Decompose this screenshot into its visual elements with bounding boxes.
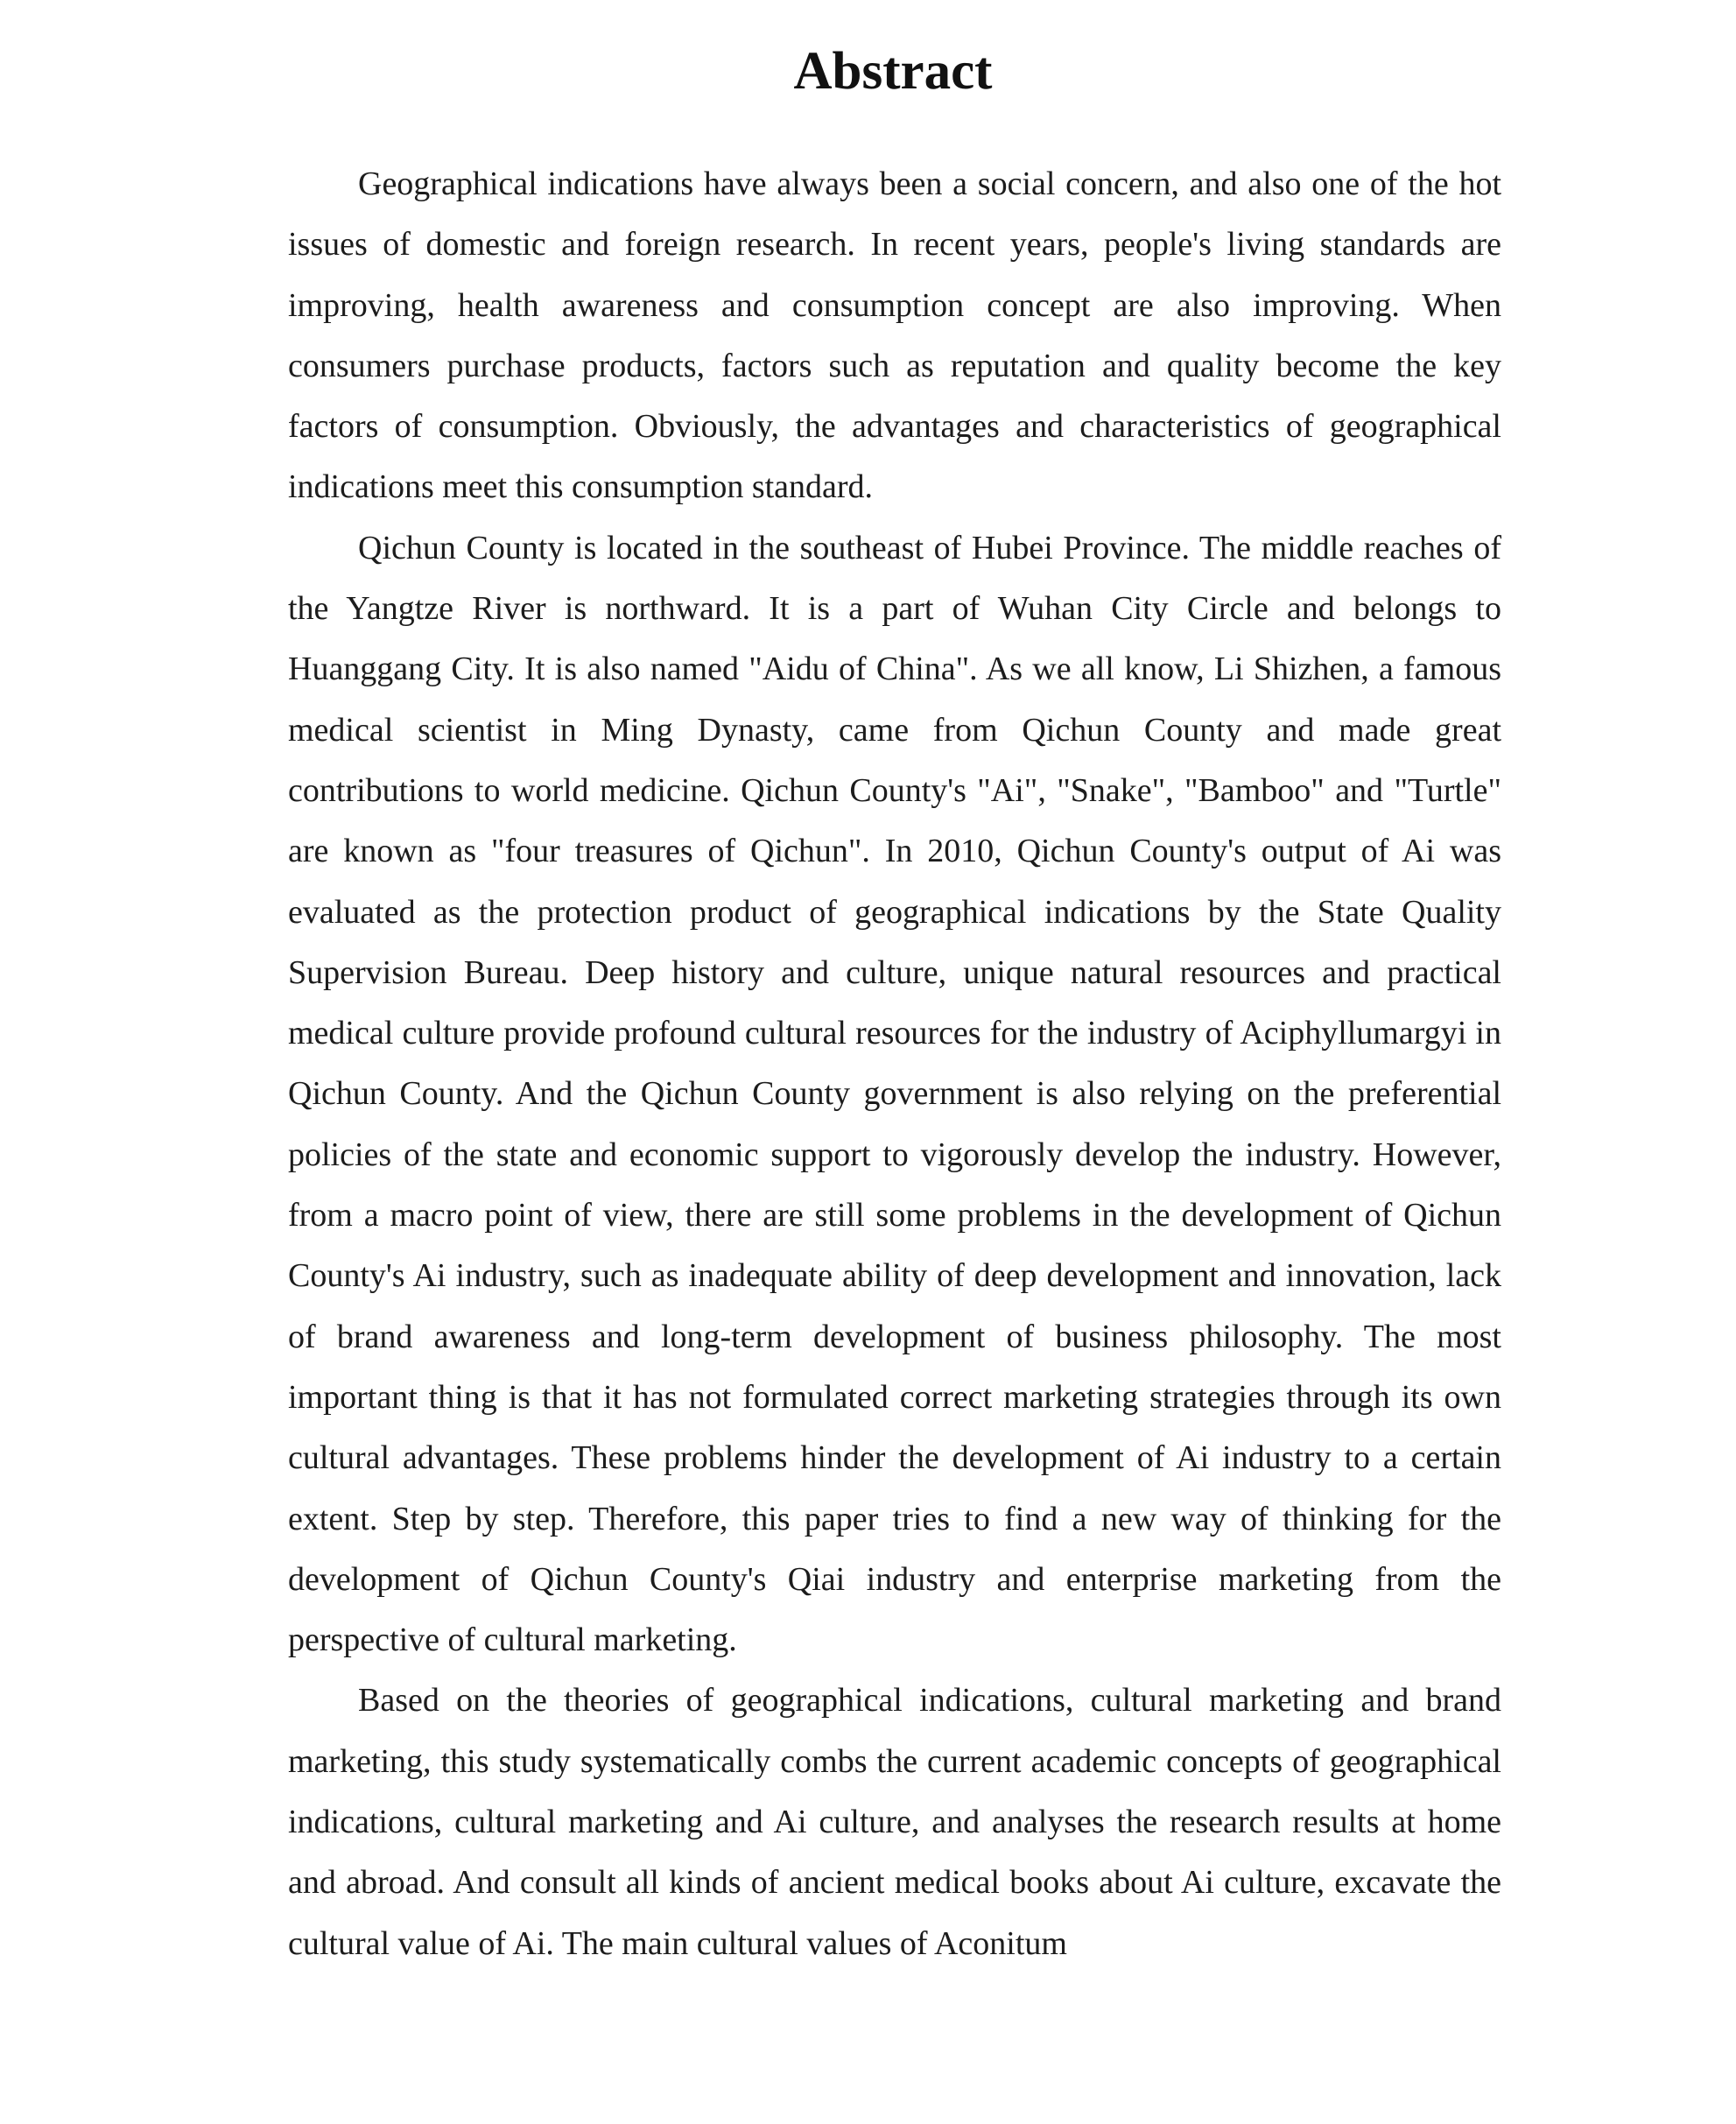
abstract-paragraph-3: Based on the theories of geographical indications, cultural marketing and brand marketing, this study systematically combs the current academic concepts of geographical indications, cultural marketing and Ai culture, and analyses the research results at home and abroad. And consult all kinds of ancient medical books about Ai culture, excavate the cultural value of Ai. The main cultural values of Aconitum: [288, 1682, 1501, 1962]
abstract-title: Abstract: [793, 42, 993, 101]
abstract-paragraph-2: Qichun County is located in the southeast of Hubei Province. The middle reaches of the Yangtze River is northward. It is a part of Wuhan City Circle and belongs to Huanggang City. It is also named "Aidu of China". As we all know, Li Shizhen, a famous medical scientist in Ming Dynasty, came from Qichun County and made great contributions to world medicine. Qichun County's "Ai", "Snake", "Bamboo" and "Turtle" are known as "four treasures of Qichun". In 2010, Qichun County's output of Ai was evaluated as the protection product of geographical indications by the State Quality Supervision Bureau. Deep history and culture, unique natural resources and practical medical culture provide profound cultural resources for the industry of Aciphyllumargyi in Qichun County. And the Qichun County government is also relying on the preferential policies of the state and economic support to vigorously develop the industry. However, from a macro point of view, there are still some problems in the development of Qichun County's Ai industry, such as inadequate ability of deep development and innovation, lack of brand awareness and long-term development of business philosophy. The most important thing is that it has not formulated correct marketing strategies through its own cultural advantages. These problems hinder the development of Ai industry to a certain extent. Step by step. Therefore, this paper tries to find a new way of thinking for the development of Qichun County's Qiai industry and enterprise marketing from the perspective of cultural marketing.: [288, 529, 1501, 1659]
abstract-body: [288, 154, 1501, 1974]
abstract-paragraph-1: Geographical indications have always been a social concern, and also one of the hot issues of domestic and foreign research. In recent years, people's living standards are improving, health awareness and consumption concept are also improving. When consumers purchase products, factors such as reputation and quality become the key factors of consumption. Obviously, the advantages and characteristics of geographical indications meet this consumption standard.: [288, 165, 1501, 506]
